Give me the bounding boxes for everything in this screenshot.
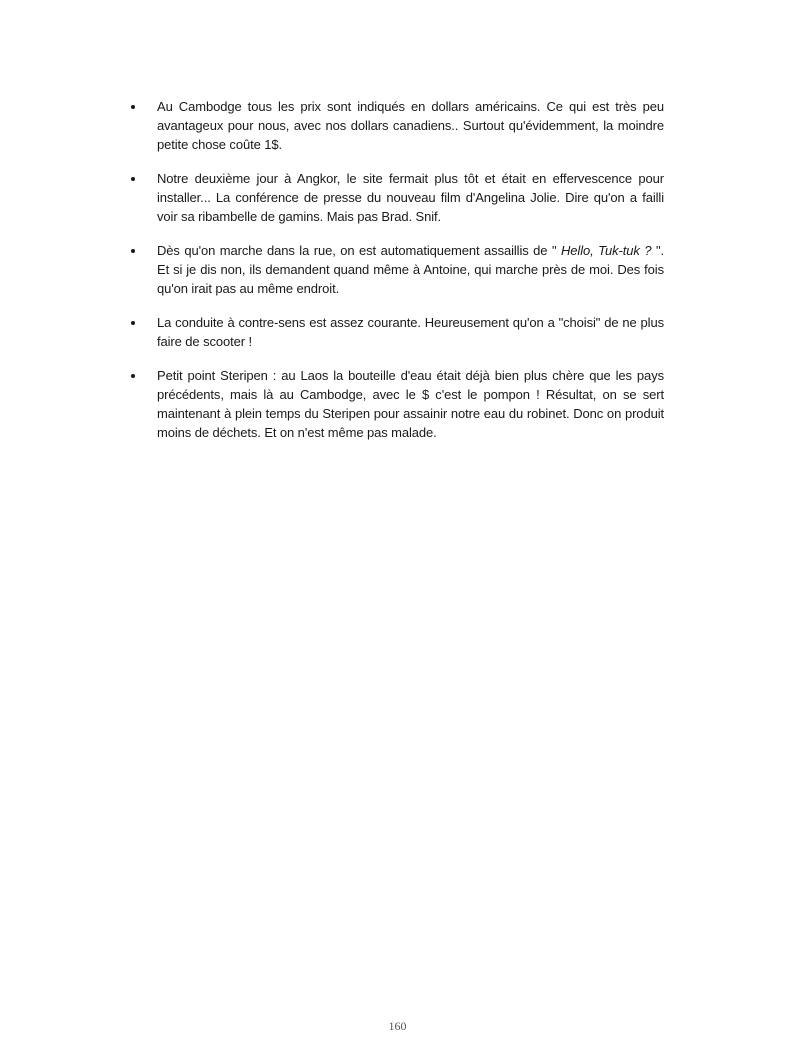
bullet-text: La conduite à contre-sens est assez courante. Heureusement qu'on a "choisi" de ne plus faire de scooter ! [157,315,664,349]
bullet-text-start: Dès qu'on marche dans la rue, on est automatiquement assaillis de " [157,243,561,258]
bullet-dot-icon [131,249,135,253]
bullet-text: Au Cambodge tous les prix sont indiqués en dollars américains. Ce qui est très peu avantageux pour nous, avec nos dollars canadiens.. Surtout qu'évidemment, la moindre petite chose coûte 1$. [157,99,664,152]
list-item [128,313,664,351]
page-number: 160 [388,1019,407,1033]
bullet-dot-icon [131,321,135,325]
list-item [128,241,664,298]
list-item [128,366,664,442]
bullet-text [157,243,664,296]
bullet-text-italic: Hello, Tuk-tuk ? [560,243,652,258]
list-item [128,169,664,226]
bullet-text: Notre deuxième jour à Angkor, le site fermait plus tôt et était en effervescence pour installer... La conférence de presse du nouveau film d'Angelina Jolie. Dire qu'on a failli voir sa ribambelle de gamins. Mais pas Brad. Snif. [157,171,664,224]
bullet-text-end: ". Et si je dis non, ils demandent quand même à Antoine, qui marche près de moi. Des fois qu'on irait pas au même endroit. [157,243,665,296]
bullet-dot-icon [131,374,135,378]
list-item [128,97,664,154]
bullet-list [128,97,664,457]
bullet-dot-icon [131,177,135,181]
bullet-dot-icon [131,105,135,109]
bullet-text: Petit point Steripen : au Laos la bouteille d'eau était déjà bien plus chère que les pays précédents, mais là au Cambodge, avec le $ c'est le pompon ! Résultat, on se sert maintenant à plein temps du Steripen pour assainir notre eau du robinet. Donc on produit moins de déchets. Et on n'est même pas malade. [157,368,664,440]
